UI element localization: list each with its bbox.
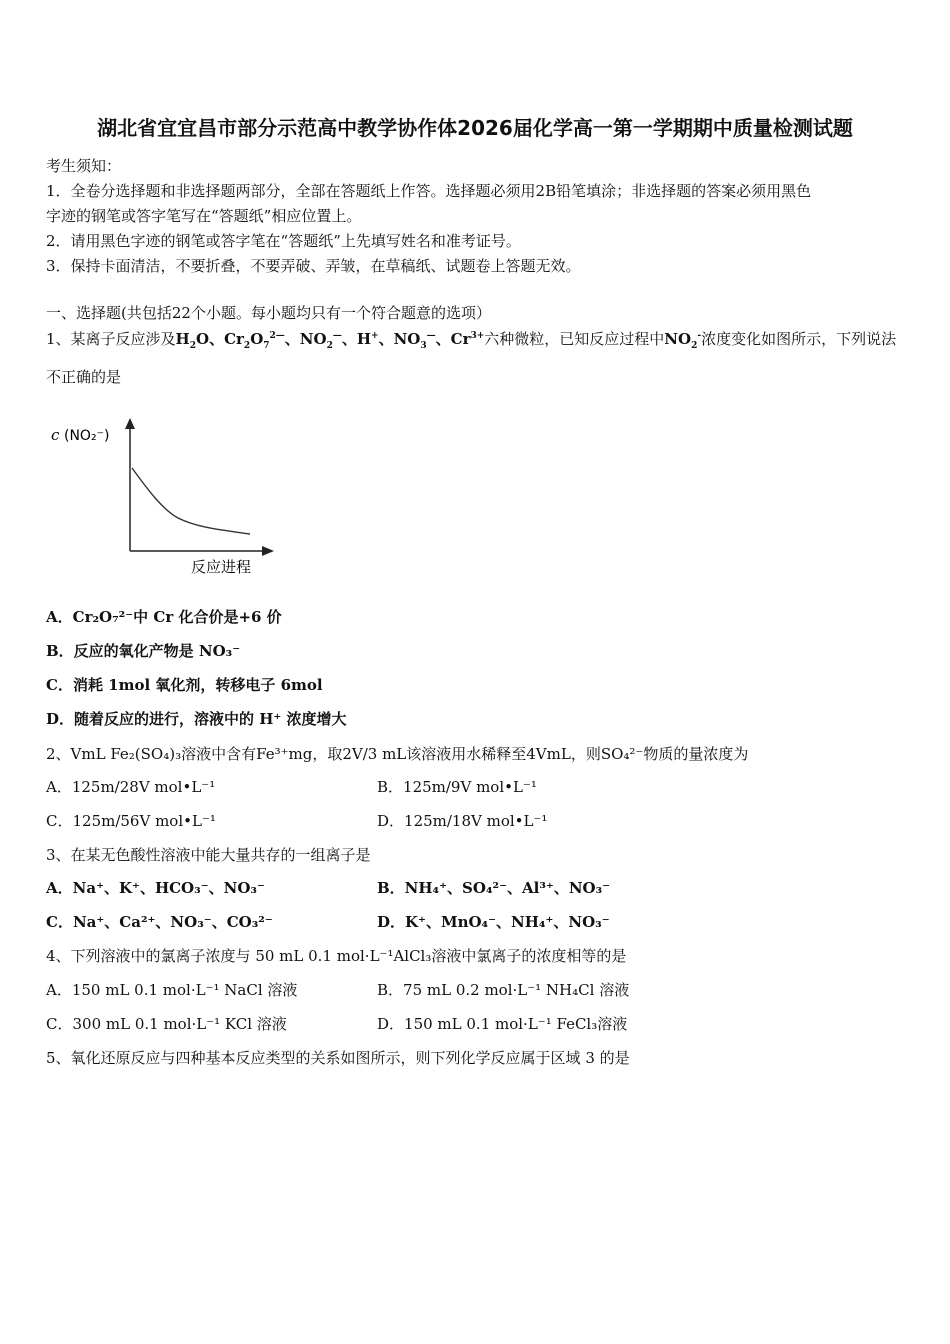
- question-1-option-a: A．Cr₂O₇²⁻中 Cr 化合价是+6 价: [46, 608, 282, 626]
- question-2-option-c: C．125m/56V mol•L⁻¹: [46, 812, 216, 830]
- no2-concentration-chart: [48, 415, 288, 580]
- question-1-option-b: B．反应的氧化产物是 NO₃⁻: [46, 642, 241, 660]
- question-4-option-b: B．75 mL 0.2 mol·L⁻¹ NH₄Cl 溶液: [377, 981, 630, 999]
- chart-x-arrow: [262, 546, 274, 556]
- notice-item-2: 2．请用黑色字迹的钢笔或答字笔在“答题纸”上先填写姓名和准考证号。: [46, 232, 521, 250]
- question-3-option-a: A．Na⁺、K⁺、HCO₃⁻、NO₃⁻: [46, 879, 265, 897]
- question-2-option-b: B．125m/9V mol•L⁻¹: [377, 778, 537, 796]
- question-4-option-c: C．300 mL 0.1 mol·L⁻¹ KCl 溶液: [46, 1015, 287, 1033]
- question-3-option-d: D．K⁺、MnO₄⁻、NH₄⁺、NO₃⁻: [377, 913, 610, 931]
- question-1-stem-cont: 不正确的是: [46, 368, 122, 386]
- chart-ylabel: (NO₂⁻): [64, 428, 110, 444]
- section-heading: 一、选择题(共包括22个小题。每小题均只有一个符合题意的选项）: [46, 304, 491, 322]
- chart-ylabel-c: c: [51, 426, 60, 444]
- question-2-option-a: A．125m/28V mol•L⁻¹: [46, 778, 216, 796]
- question-5-stem: 5、氧化还原反应与四种基本反应类型的关系如图所示，则下列化学反应属于区域 3 的是: [46, 1049, 630, 1067]
- question-4-option-a: A．150 mL 0.1 mol·L⁻¹ NaCl 溶液: [46, 981, 298, 999]
- chart-xlabel: 反应进程: [191, 558, 252, 576]
- notice-item-3: 3．保持卡面清洁，不要折叠，不要弄破、弄皱，在草稿纸、试题卷上答题无效。: [46, 257, 581, 275]
- page-title: 湖北省宜宜昌市部分示范高中教学协作体2026届化学高一第一学期期中质量检测试题: [97, 116, 853, 140]
- question-1-option-c: C．消耗 1mol 氧化剂，转移电子 6mol: [46, 676, 323, 694]
- chart-y-arrow: [125, 418, 135, 429]
- question-2-option-d: D．125m/18V mol•L⁻¹: [377, 812, 548, 830]
- question-3-option-b: B．NH₄⁺、SO₄²⁻、Al³⁺、NO₃⁻: [377, 879, 611, 897]
- question-4-stem: 4、下列溶液中的氯离子浓度与 50 mL 0.1 mol·L⁻¹AlCl₃溶液中氯离子的浓度相等的是: [46, 947, 627, 965]
- notice-item-1: 1．全卷分选择题和非选择题两部分，全部在答题纸上作答。选择题必须用2B铅笔填涂；非选择题的答案必须用黑色: [46, 182, 812, 200]
- chart-concentration-curve: [132, 468, 250, 534]
- notice-heading: 考生须知：: [46, 157, 122, 175]
- question-4-option-d: D．150 mL 0.1 mol·L⁻¹ FeCl₃溶液: [377, 1015, 628, 1033]
- question-1-option-d: D．随着反应的进行，溶液中的 H⁺ 浓度增大: [46, 710, 347, 728]
- question-2-stem: 2、VmL Fe₂(SO₄)₃溶液中含有Fe³⁺mg，取2V/3 mL该溶液用水稀释至4VmL，则SO₄²⁻物质的量浓度为: [46, 745, 749, 763]
- question-1-stem: 1、某离子反应涉及$H_2O$、$Cr_2O_7^{2—}$、$NO_2^—$、H+、$NO_3^—$、$Cr^{3+}$六种微粒，已知反应过程中$NO_2^-$浓度变化如图所示，下列说法: [46, 330, 897, 351]
- notice-item-1-cont: 字迹的钢笔或答字笔写在“答题纸”相应位置上。: [46, 207, 362, 225]
- question-3-stem: 3、在某无色酸性溶液中能大量共存的一组离子是: [46, 846, 371, 864]
- question-3-option-c: C．Na⁺、Ca²⁺、NO₃⁻、CO₃²⁻: [46, 913, 273, 931]
